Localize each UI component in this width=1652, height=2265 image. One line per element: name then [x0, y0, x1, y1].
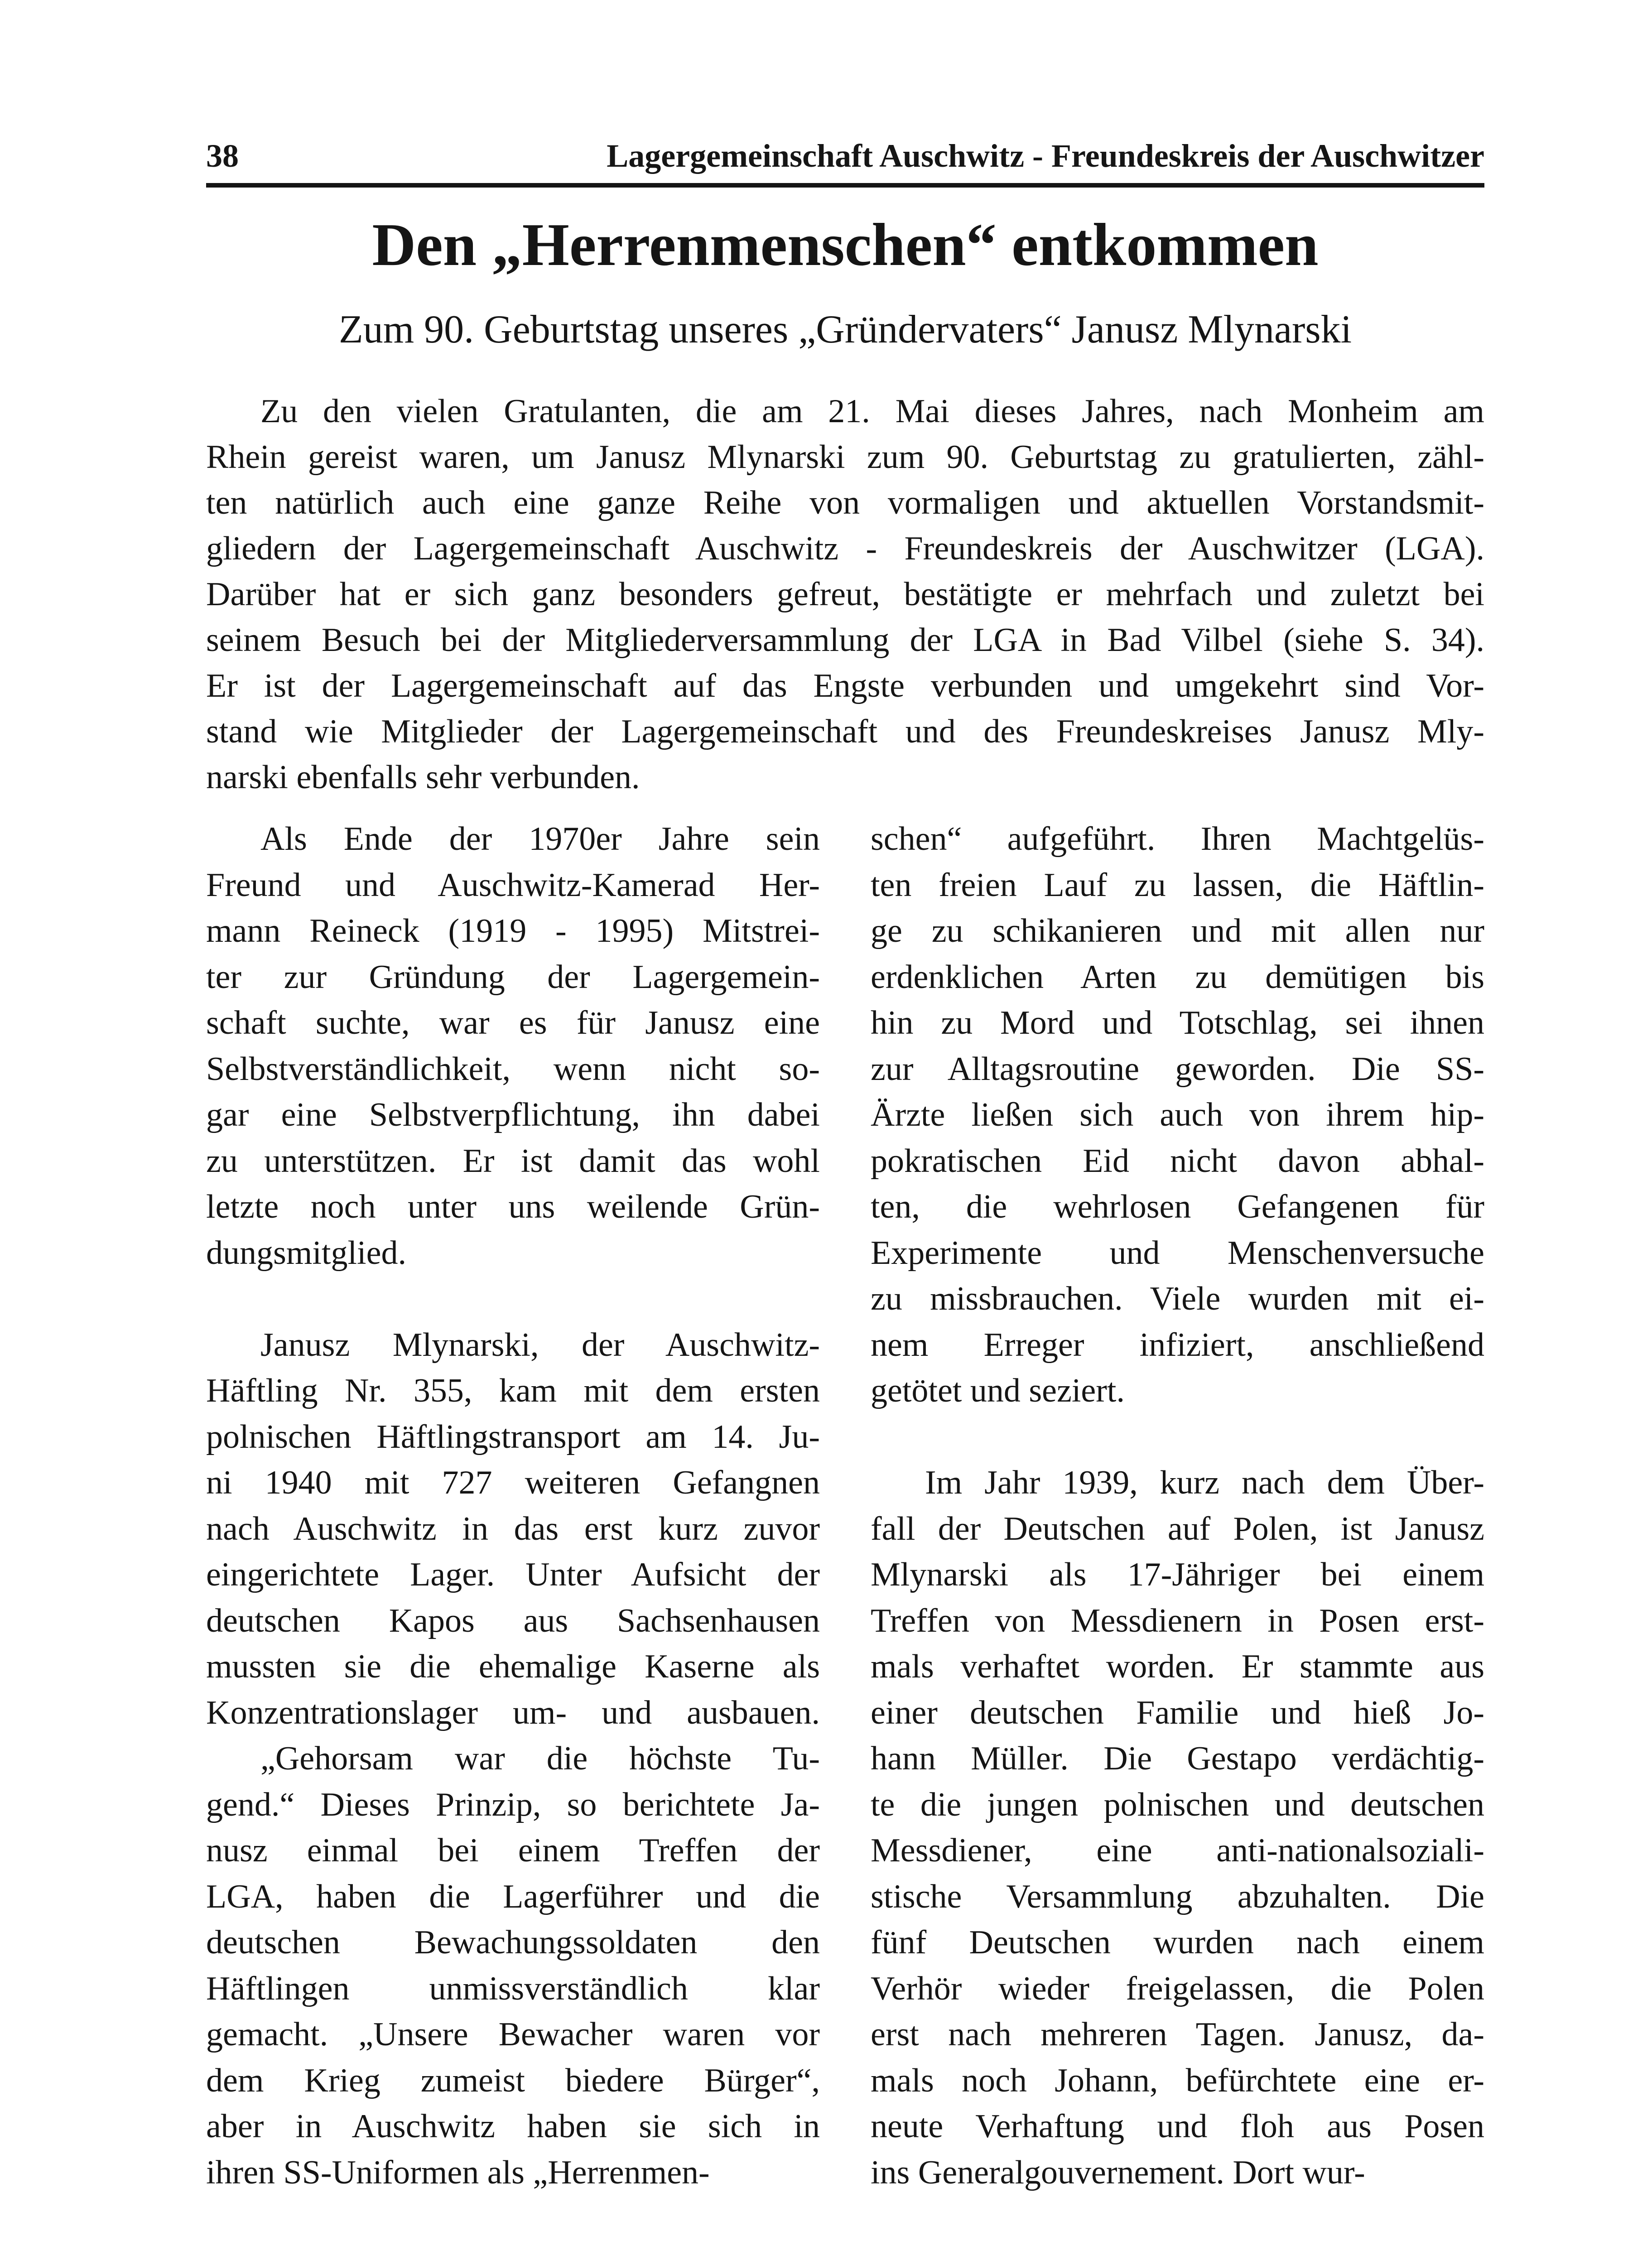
text-line: nach Auschwitz in das erst kurz zuvor — [206, 1510, 820, 1547]
text-line: stische Versammlung abzuhalten. Die — [871, 1878, 1484, 1915]
text-line: gemacht. „Unsere Bewacher waren vor — [206, 2016, 820, 2053]
text-line: mals verhaftet worden. Er stammte aus — [871, 1648, 1484, 1685]
text-line: gar eine Selbstverpflichtung, ihn dabei — [206, 1096, 820, 1133]
text-line: dungsmitglied. — [206, 1234, 406, 1272]
text-line: Messdiener, eine anti-nationalsoziali- — [871, 1832, 1484, 1869]
text-line: seinem Besuch bei der Mitgliederversammlung der LGA in Bad Vilbel (siehe S. 34). — [206, 622, 1484, 659]
text-line: erdenklichen Arten zu demütigen bis — [871, 958, 1484, 996]
paragraph-gap — [206, 1276, 820, 1322]
text-line: ten natürlich auch eine ganze Reihe von vormaligen und aktuellen Vorstandsmit- — [206, 484, 1484, 521]
text-line: zu missbrauchen. Viele wurden mit ei- — [871, 1280, 1484, 1317]
text-line: fünf Deutschen wurden nach einem — [871, 1924, 1484, 1961]
text-line: Zu den vielen Gratulanten, die am 21. Mai dieses Jahres, nach Monheim am — [260, 393, 1484, 430]
text-line: getötet und seziert. — [871, 1372, 1125, 1409]
text-line: erst nach mehreren Tagen. Janusz, da- — [871, 2016, 1484, 2053]
text-line: mann Reineck (1919 - 1995) Mitstrei- — [206, 912, 820, 949]
text-line: letzte noch unter uns weilende Grün- — [206, 1188, 820, 1225]
text-line: Rhein gereist waren, um Janusz Mlynarski zum 90. Geburtstag zu gratulierten, zähl- — [206, 439, 1484, 476]
text-line: nem Erreger infiziert, anschließend — [871, 1326, 1484, 1364]
text-line: „Gehorsam war die höchste Tu- — [260, 1740, 820, 1777]
text-line: neute Verhaftung und floh aus Posen — [871, 2108, 1484, 2145]
text-line: pokratischen Eid nicht davon abhal- — [871, 1142, 1484, 1180]
left-column — [206, 816, 820, 2196]
paragraph-gap — [871, 1414, 1484, 1460]
text-line: deutschen Kapos aus Sachsenhausen — [206, 1602, 820, 1639]
text-line: Selbstverständlichkeit, wenn nicht so- — [206, 1050, 820, 1088]
text-line: nusz einmal bei einem Treffen der — [206, 1832, 820, 1869]
text-line: deutschen Bewachungssoldaten den — [206, 1924, 820, 1961]
text-line: ten freien Lauf zu lassen, die Häftlin- — [871, 866, 1484, 904]
text-line: ter zur Gründung der Lagergemein- — [206, 958, 820, 996]
running-header — [206, 130, 1484, 188]
article-title: Den „Herrenmenschen“ entkommen — [372, 211, 1319, 278]
text-line: Konzentrationslager um- und ausbauen. — [206, 1694, 820, 1731]
right-column — [871, 816, 1484, 2196]
text-line: schaft suchte, war es für Janusz eine — [206, 1004, 820, 1041]
article-subtitle: Zum 90. Geburtstag unseres „Gründervaters“ Janusz Mlynarski — [338, 308, 1352, 352]
text-line: dem Krieg zumeist biedere Bürger“, — [206, 2062, 820, 2099]
text-line: Im Jahr 1939, kurz nach dem Über- — [925, 1464, 1484, 1501]
text-line: gend.“ Dieses Prinzip, so berichtete Ja- — [206, 1786, 820, 1823]
page-number: 38 — [206, 138, 239, 174]
text-line: einer deutschen Familie und hieß Jo- — [871, 1694, 1484, 1731]
text-line: ni 1940 mit 727 weiteren Gefangnen — [206, 1464, 820, 1501]
text-line: stand wie Mitglieder der Lagergemeinschaft und des Freundeskreises Janusz Mly- — [206, 713, 1484, 750]
text-line: fall der Deutschen auf Polen, ist Janusz — [871, 1510, 1484, 1547]
text-line: hann Müller. Die Gestapo verdächtig- — [871, 1740, 1484, 1777]
text-line: Treffen von Messdienern in Posen erst- — [871, 1602, 1484, 1639]
text-line: Häftling Nr. 355, kam mit dem ersten — [206, 1372, 820, 1409]
intro-paragraph — [206, 389, 1484, 800]
text-line: Ärzte ließen sich auch von ihrem hip- — [871, 1096, 1484, 1133]
text-line: Er ist der Lagergemeinschaft auf das Engste verbunden und umgekehrt sind Vor- — [206, 667, 1484, 704]
text-line: Experimente und Menschenversuche — [871, 1234, 1484, 1272]
text-line: aber in Auschwitz haben sie sich in — [206, 2108, 820, 2145]
text-line: LGA, haben die Lagerführer und die — [206, 1878, 820, 1915]
text-line: gliedern der Lagergemeinschaft Auschwitz - Freundeskreis der Auschwitzer (LGA). — [206, 530, 1484, 567]
text-line: mals noch Johann, befürchtete eine er- — [871, 2062, 1484, 2099]
text-line: mussten sie die ehemalige Kaserne als — [206, 1648, 820, 1685]
text-line: Häftlingen unmissverständlich klar — [206, 1970, 820, 2007]
text-line: Als Ende der 1970er Jahre sein — [260, 820, 820, 858]
text-line: zu unterstützen. Er ist damit das wohl — [206, 1142, 820, 1180]
text-line: ten, die wehrlosen Gefangenen für — [871, 1188, 1484, 1225]
text-line: Darüber hat er sich ganz besonders gefreut, bestätigte er mehrfach und zuletzt bei — [206, 576, 1484, 613]
text-line: eingerichtete Lager. Unter Aufsicht der — [206, 1556, 820, 1593]
text-line: Mlynarski als 17-Jähriger bei einem — [871, 1556, 1484, 1593]
text-line: polnischen Häftlingstransport am 14. Ju- — [206, 1418, 820, 1455]
text-line: schen“ aufgeführt. Ihren Machtgelüs- — [871, 820, 1484, 858]
text-line: Verhör wieder freigelassen, die Polen — [871, 1970, 1484, 2007]
text-line: ge zu schikanieren und mit allen nur — [871, 912, 1484, 949]
text-line: te die jungen polnischen und deutschen — [871, 1786, 1484, 1823]
text-line: Freund und Auschwitz-Kamerad Her- — [206, 866, 820, 904]
running-title: Lagergemeinschaft Auschwitz - Freundeskreis der Auschwitzer — [607, 138, 1484, 174]
text-line: hin zu Mord und Totschlag, sei ihnen — [871, 1004, 1484, 1041]
text-line: ins Generalgouvernement. Dort wur- — [871, 2154, 1365, 2191]
text-line: ihren SS-Uniformen als „Herrenmen- — [206, 2154, 710, 2191]
text-line: narski ebenfalls sehr verbunden. — [206, 759, 640, 796]
text-line: zur Alltagsroutine geworden. Die SS- — [871, 1050, 1484, 1088]
text-line: Janusz Mlynarski, der Auschwitz- — [260, 1326, 820, 1364]
